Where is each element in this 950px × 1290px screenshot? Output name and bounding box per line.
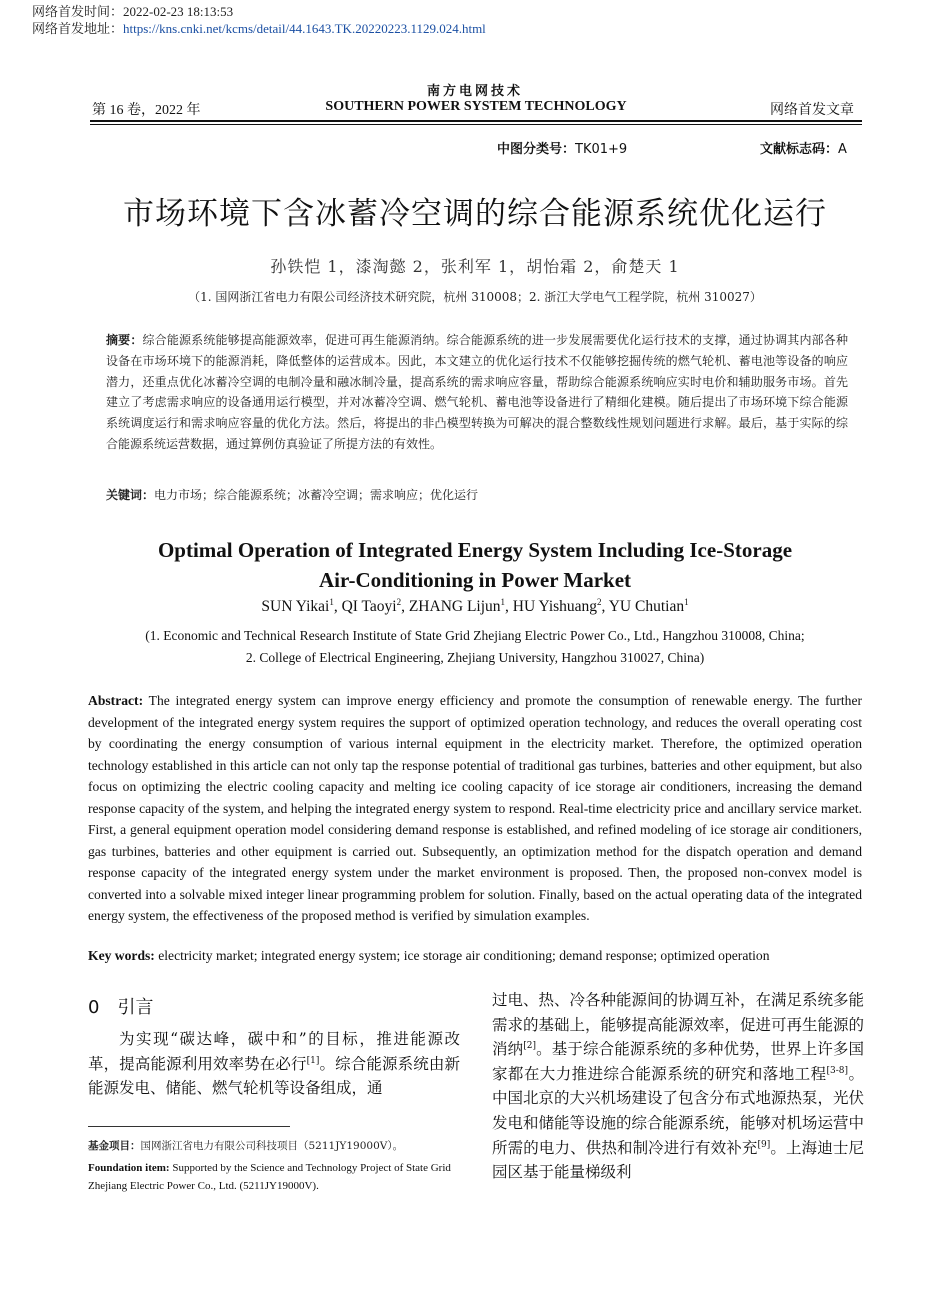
authors-cn: 孙铁恺 1，漆淘懿 2，张利军 1，胡怡霜 2，俞楚天 1 — [270, 257, 680, 276]
funding-en-label: Foundation item: — [88, 1162, 170, 1174]
section-heading-introduction — [88, 993, 153, 1019]
funding-cn-text: 国网浙江省电力有限公司科技项目（5211JY19000V）。 — [140, 1140, 404, 1152]
paper-title-en-line2: Air-Conditioning in Power Market — [318, 568, 632, 592]
header-rule-thick — [90, 120, 862, 122]
author-en: YU Chutian — [608, 598, 685, 615]
funding-cn-label: 基金项目： — [88, 1140, 141, 1152]
author-en: HU Yishuang — [512, 598, 598, 615]
publication-address — [32, 20, 486, 37]
affiliation-en-line1: (1. Economic and Technical Research Institute of State Grid Zhejiang Electric Power Co., Ltd., Hangzhou 310008, China; — [145, 628, 805, 643]
author-separator: , — [333, 598, 342, 615]
keywords-cn-text: 电力市场；综合能源系统；冰蓄冷空调；需求响应；优化运行 — [154, 488, 479, 502]
author-en: ZHANG Lijun — [408, 598, 501, 615]
paper-title-cn: 市场环境下含冰蓄冷空调的综合能源系统优化运行 — [123, 196, 827, 232]
doc-code-label: 文献标志码： — [760, 142, 839, 157]
citation-ref[interactable]: [3-8] — [826, 1065, 849, 1076]
body-text: 。中国北京的大兴机场建设了包含分布式地源热泵，光伏发电和储能等设施的综合能源系统，能够对机场运营中所需的电力、供热和制冷进行有效补充 — [492, 1064, 865, 1157]
funding-en — [88, 1159, 468, 1195]
clc-value: TK01+9 — [575, 142, 628, 157]
authors-en — [0, 598, 950, 616]
abstract-cn-label: 摘要： — [106, 333, 143, 347]
affiliation-en — [0, 625, 950, 669]
paper-title-en-line1: Optimal Operation of Integrated Energy System Including Ice-Storage — [157, 538, 793, 562]
publication-url-link[interactable]: https://kns.cnki.net/kcms/detail/44.1643.TK.20220223.1129.024.html — [123, 21, 486, 36]
doc-code-value: A — [838, 142, 847, 157]
body-text: 。综合能源系统由新能源发电、储能、燃气轮机等设备组成，通 — [88, 1054, 460, 1098]
author-affil-sup: 2 — [396, 596, 402, 607]
online-publication-info — [32, 3, 486, 37]
body-text: 过电、热、冷各种能源间的协调互补，在满足系统多能需求的基础上，能够提高能源效率，促进可再生能源的消纳 — [492, 991, 865, 1059]
author-en: SUN Yikai — [261, 598, 330, 615]
citation-ref[interactable]: [9] — [757, 1139, 771, 1150]
section-title: 引言 — [117, 997, 154, 1018]
abstract-cn — [106, 330, 848, 455]
author-separator: , — [505, 598, 513, 615]
funding-en-text: Supported by the Science and Technology Project of State Grid Zhejiang Electric Power Co., Ltd. (5211JY19000V). — [88, 1162, 451, 1192]
funding-cn — [88, 1138, 468, 1153]
author-affil-sup: 1 — [684, 596, 689, 607]
journal-name-en: SOUTHERN POWER SYSTEM TECHNOLOGY — [325, 99, 627, 114]
header-rule-thin — [90, 124, 862, 125]
clc-label: 中图分类号： — [497, 142, 576, 157]
author-affil-sup: 2 — [597, 596, 602, 607]
body-text-left-column — [88, 1027, 460, 1101]
author-affil-sup: 1 — [329, 596, 334, 607]
journal-header — [90, 99, 862, 119]
section-number: 0 — [88, 997, 100, 1018]
footnote-rule — [88, 1126, 290, 1127]
journal-name-cn: 南方电网技术 — [426, 84, 523, 99]
body-text: 为实现“碳达峰，碳中和”的目标，推进能源改革，提高能源利用效率势在必行 — [88, 1030, 460, 1073]
document-code — [760, 138, 847, 157]
abstract-en — [88, 690, 862, 927]
affiliation-en-line2: 2. College of Electrical Engineering, Zhejiang University, Hangzhou 310027, China) — [245, 650, 705, 665]
body-text-right-column — [492, 988, 864, 1185]
clc-number — [497, 138, 627, 157]
citation-ref[interactable]: [2] — [523, 1041, 536, 1052]
keywords-en-label: Key words: — [88, 948, 155, 963]
keywords-cn-label: 关键词： — [106, 488, 155, 502]
author-affil-sup: 1 — [500, 596, 506, 607]
body-text: 。上海迪士尼园区基于能量梯级利 — [492, 1138, 864, 1182]
citation-ref[interactable]: [1] — [306, 1055, 320, 1066]
keywords-cn — [106, 486, 848, 503]
article-type: 网络首发文章 — [770, 103, 854, 118]
volume-info: 第 16 卷，2022 年 — [92, 103, 201, 118]
publication-time: 网络首发时间：2022-02-23 18:13:53 — [32, 4, 234, 19]
publication-address-label: 网络首发地址： — [32, 21, 124, 36]
abstract-en-label: Abstract: — [88, 693, 144, 708]
paper-title-en — [0, 535, 950, 595]
keywords-en — [88, 948, 862, 964]
abstract-cn-text: 综合能源系统能够提高能源效率，促进可再生能源消纳。综合能源系统的进一步发展需要优化运行技术的支撑，通过协调其内部各种设备在市场环境下的能源消耗，降低整体的运营成本。因此，本文建立的优化运行技术不仅能够挖掘传统的燃气轮机、蓄电池等设备的响应潜力，还重点优化冰蓄冷空调的电制冷量和融冰制冷量，提高系统的需求响应容量，帮助综合能源系统响应实时电价和辅助服务市场。首先建立了考虑需求响应的设备通用运行模型，并对冰蓄冷空调、燃气轮机、蓄电池等设备进行了精细化建模。随后提出了市场环境下综合能源系统调度运行和需求响应容量的优化方法。然后，将提出的非凸模型转换为可解决的混合整数线性规划问题进行求解。最后，基于实际的综合能源系统运营数据，通过算例仿真验证了所提方法的有效性。 — [106, 333, 848, 451]
author-separator: , — [601, 598, 609, 615]
body-text: 。基于综合能源系统的多种优势，世界上许多国家都在大力推进综合能源系统的研究和落地工程 — [492, 1040, 864, 1083]
author-separator: , — [401, 598, 409, 615]
author-en: QI Taoyi — [341, 598, 397, 615]
keywords-en-text: electricity market; integrated energy system; ice storage air conditioning; demand response; optimized operation — [158, 948, 770, 963]
affiliation-cn: （1. 国网浙江省电力有限公司经济技术研究院，杭州 310008；2. 浙江大学电气工程学院，杭州 310027） — [188, 290, 762, 304]
abstract-en-text: The integrated energy system can improve energy efficiency and promote the consumption of renewable energy. The further development of the integrated energy system requires the support of optimized operation technology, and reduces the overall operating cost by coordinating the energy consumption of various internal equipment in the electricity market. Therefore, the optimized operation technology established in this article can not only tap the response potential of traditional gas turbines, batteries and other equipment, but also focus on optimizing the electric cooling capacity and melting ice cooling capacity of ice storage air conditioners, increasing the demand response capacity of the system, and helping the integrated energy system to respond. Real-time electricity price and ancillary service market. First, a general equipment operation model considering demand response is established, and refined modeling of ice storage air conditioners, gas turbines, batteries and other equipment is carried out. Subsequently, an optimization method for the dispatch operation and demand response capacity of the integrated energy system under the market environment is proposed. Then, the proposed non-convex model is converted into a solvable mixed integer linear programming problem for solution. Finally, based on the actual operating data of the integrated energy system, the effectiveness of the proposed method is verified by simulation examples. — [88, 693, 863, 923]
